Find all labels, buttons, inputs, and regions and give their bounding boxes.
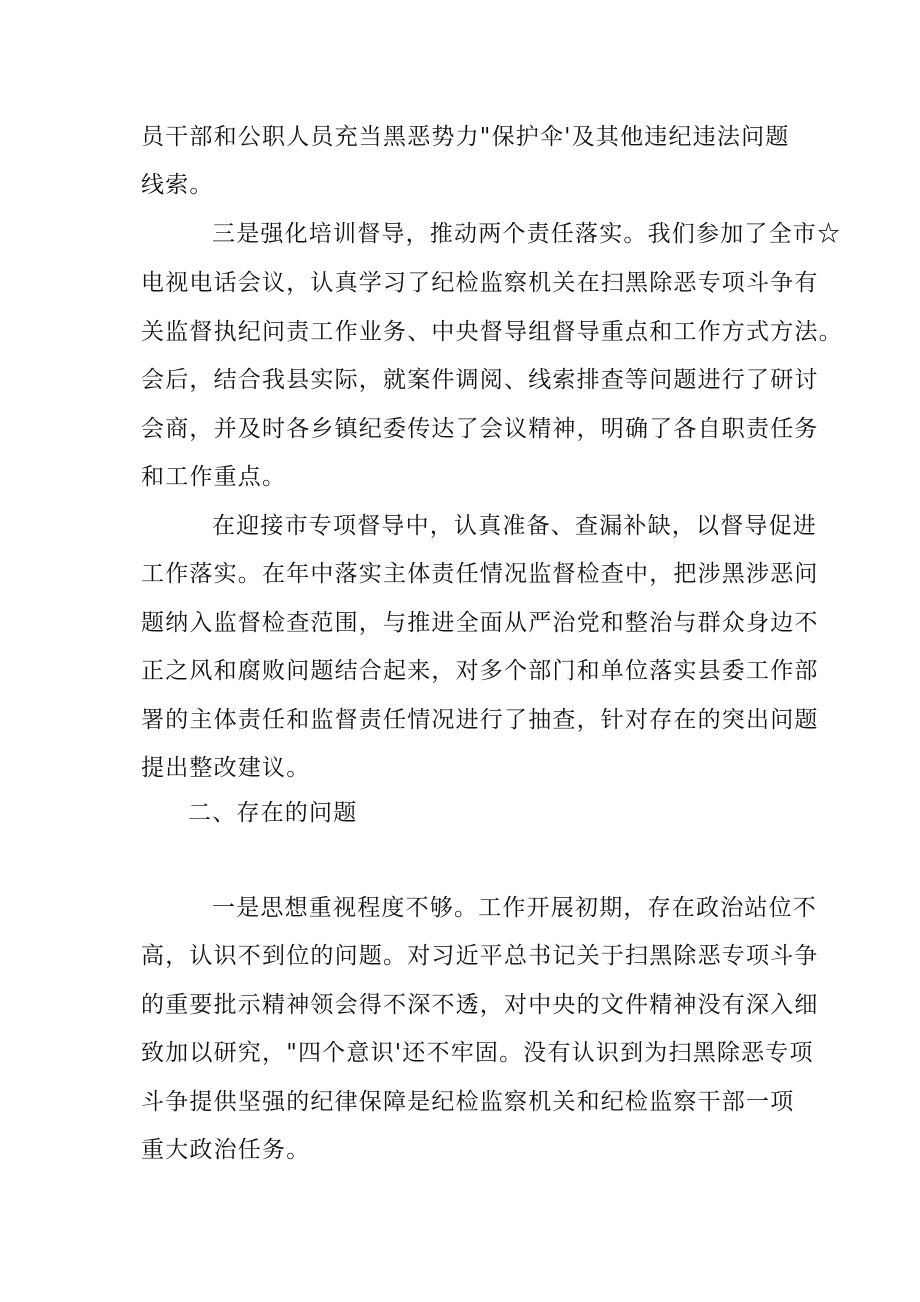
text-line: 线索。 xyxy=(141,172,214,198)
text-line: 会商，并及时各乡镇纪委传达了会议精神，明确了各自职责任务 xyxy=(141,416,819,442)
text-line: 的重要批示精神领会得不深不透，对中央的文件精神没有深入细 xyxy=(141,992,819,1018)
text-line: 电视电话会议，认真学习了纪检监察机关在扫黑除恶专项斗争有 xyxy=(141,270,819,296)
text-line: 员干部和公职人员充当黑恶势力"保护伞'及其他违纪违法问题 xyxy=(141,124,790,150)
text-line: 会后，结合我县实际，就案件调阅、线索排查等问题进行了研讨 xyxy=(141,367,819,393)
text-line: 正之风和腐败问题结合起来，对多个部门和单位落实县委工作部 xyxy=(141,658,819,684)
text-line: 高，认识不到位的问题。对习近平总书记关于扫黑除恶专项斗争 xyxy=(141,943,819,969)
section-heading: 二、存在的问题 xyxy=(188,800,358,826)
text-line: 关监督执纪问责工作业务、中央督导组督导重点和工作方式方法。 xyxy=(141,319,843,345)
text-line: 斗争提供坚强的纪律保障是纪检监察机关和纪检监察干部一项 xyxy=(141,1089,795,1115)
text-line: 重大政治任务。 xyxy=(141,1137,311,1163)
text-line: 三是强化培训督导，推动两个责任落实。我们参加了全市☆ xyxy=(212,221,842,247)
text-line: 题纳入监督检查范围，与推进全面从严治党和整治与群众身边不 xyxy=(141,610,819,636)
text-line: 和工作重点。 xyxy=(141,464,287,490)
text-line: 工作落实。在年中落实主体责任情况监督检查中，把涉黑涉恶问 xyxy=(141,561,819,587)
text-line: 致加以研究，"四个意识'还不牢固。没有认识到为扫黑除恶专项 xyxy=(141,1040,814,1066)
text-line: 署的主体责任和监督责任情况进行了抽查，针对存在的突出问题 xyxy=(141,707,819,733)
text-line: 提出整改建议。 xyxy=(141,755,311,781)
text-line: 一是思想重视程度不够。工作开展初期，存在政治站位不 xyxy=(212,895,817,921)
text-line: 在迎接市专项督导中，认真准备、查漏补缺，以督导促进 xyxy=(212,513,817,539)
